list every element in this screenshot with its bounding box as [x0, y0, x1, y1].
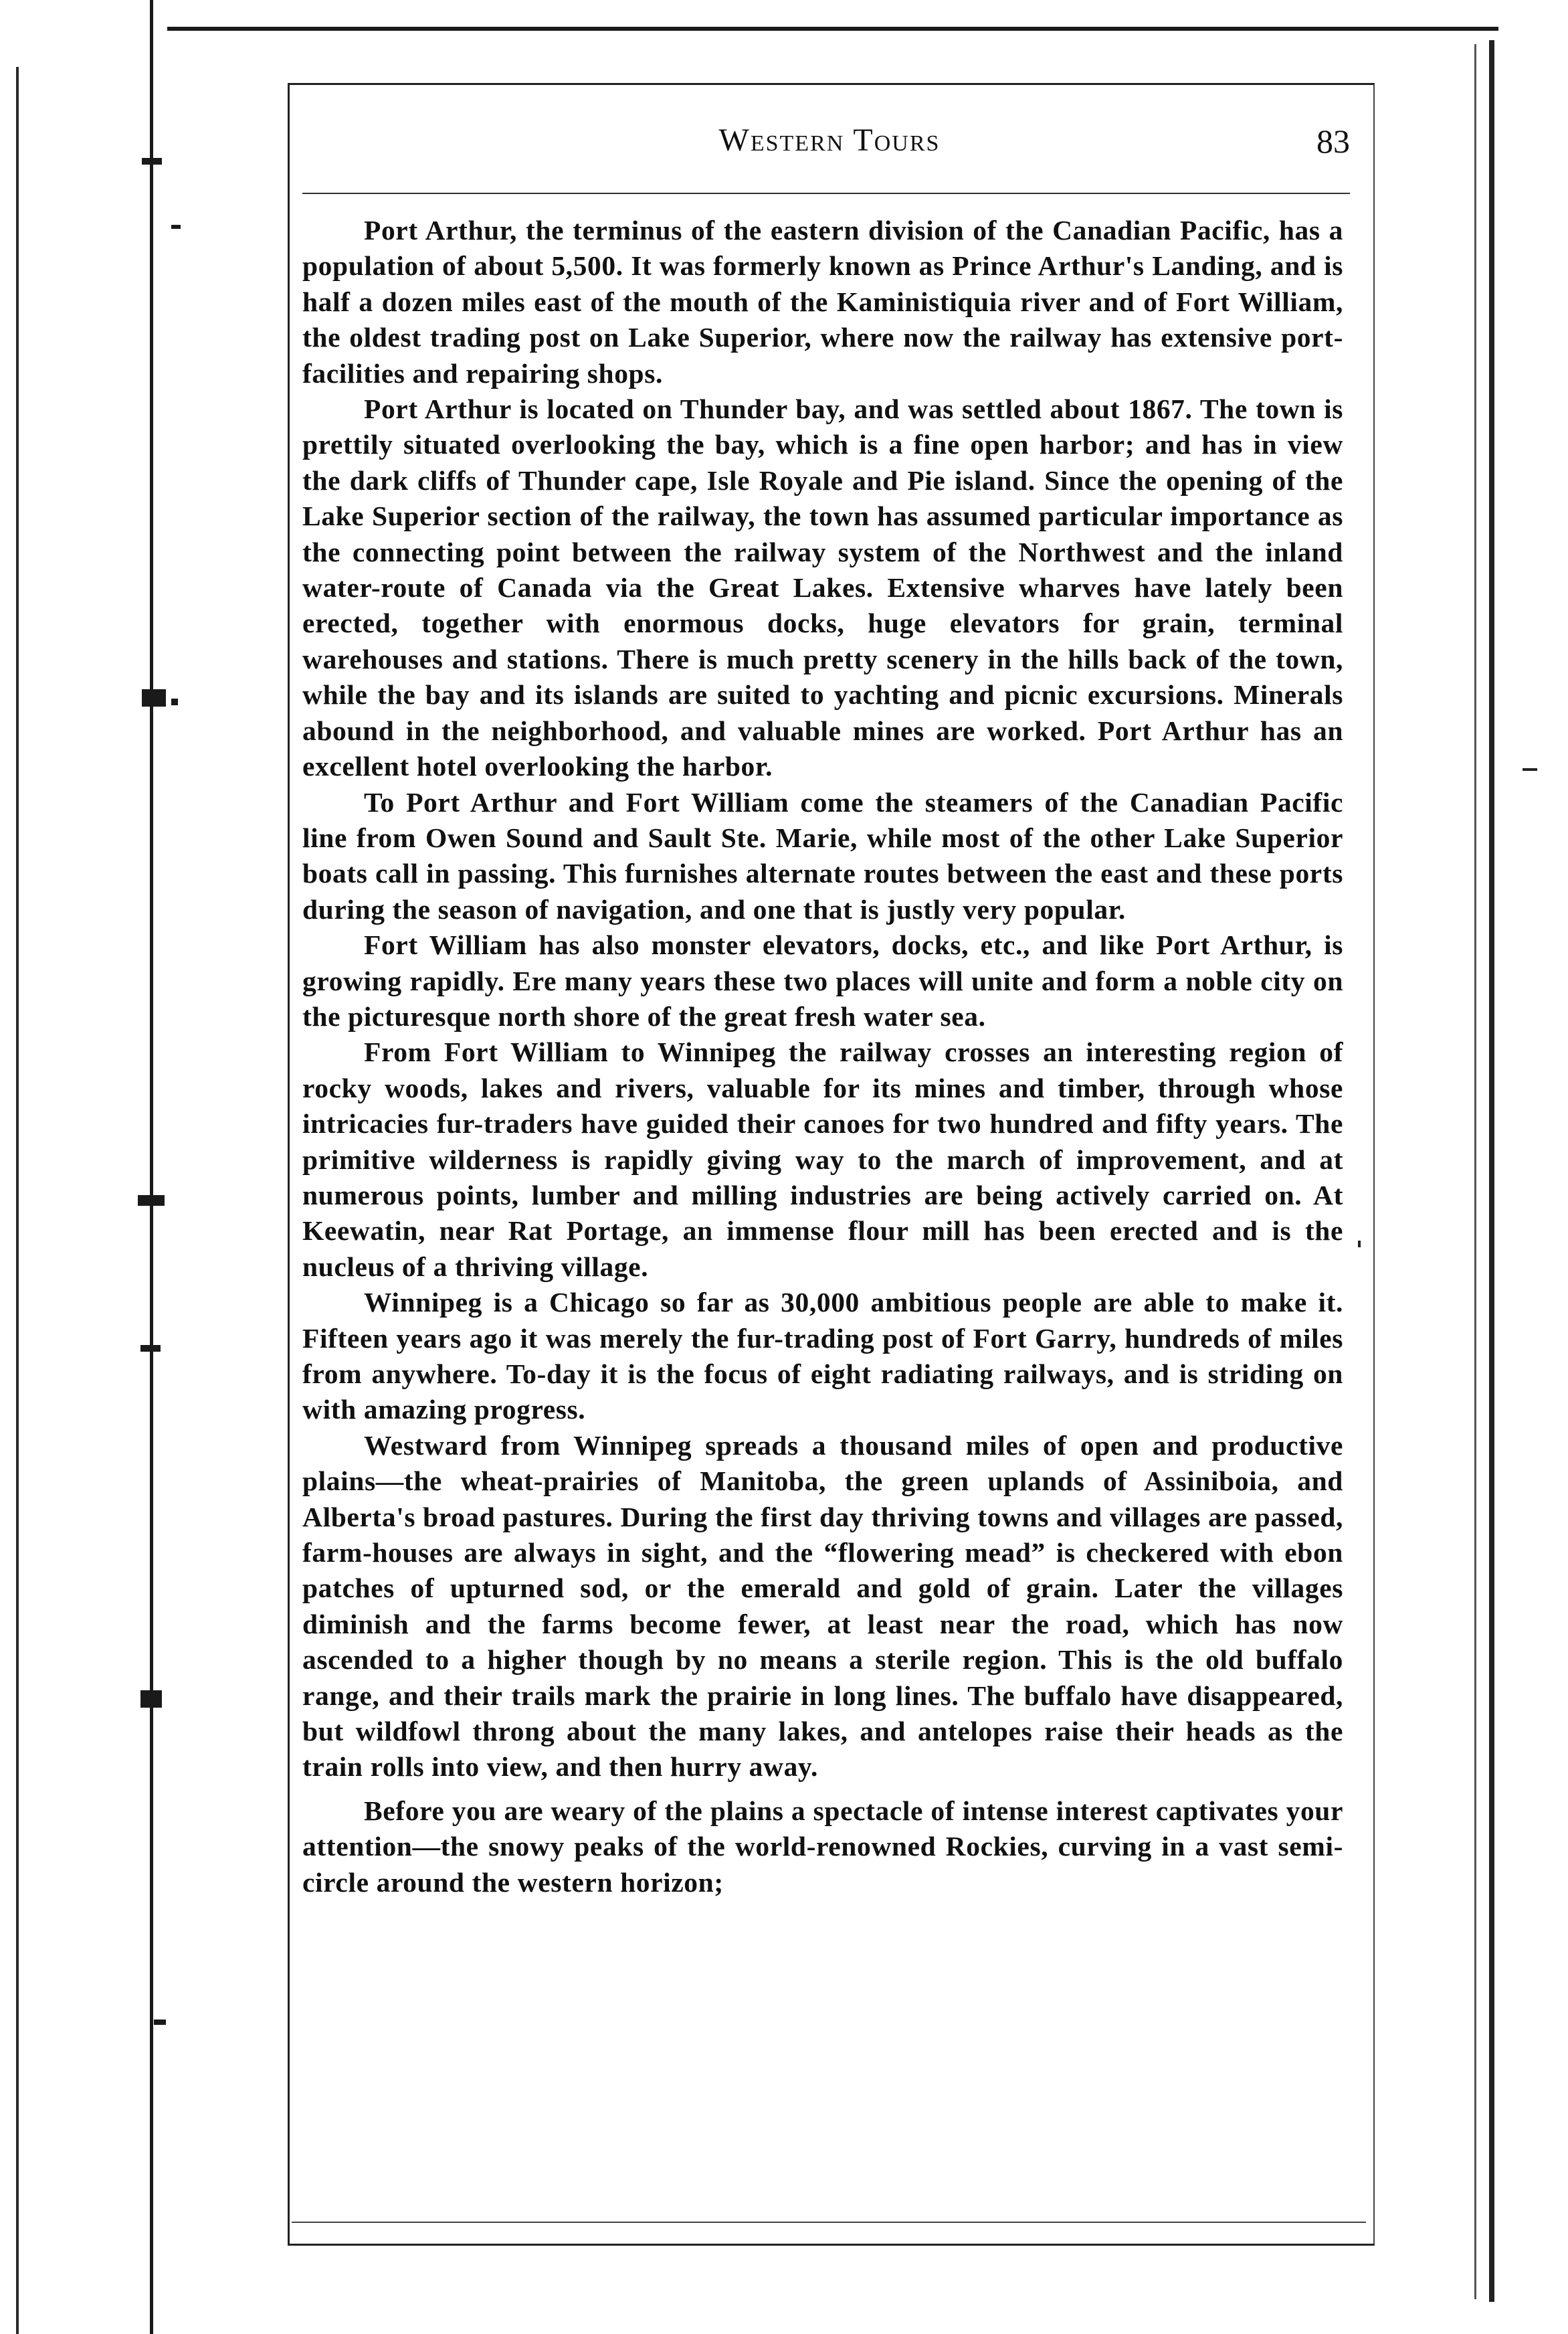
paragraph-westward: Westward from Winnipeg spreads a thousand miles of open and productive plains—the wheat-prairies of Manitoba, the green uplands of Assiniboia, and Alberta's broad pastures. During the first day thriving towns and villages are passed, farm-houses are always in sight, and the “flowering mead” is checkered with ebon patches of upturned sod, or the emerald and gold of grain. Later the villages diminish and the farms become fewer, at least near the road, which has now ascended to a higher though by no means a sterile region. This is the old buffalo range, and their trails mark the prairie in long lines. The buffalo have disappeared, but wildfowl throng about the many lakes, and antelopes raise their heads as the train rolls into view, and then hurry away. — [302, 1429, 1343, 1783]
binding-mark — [171, 225, 181, 229]
binding-rule — [150, 0, 153, 2334]
binding-mark — [140, 1690, 162, 1708]
paragraph-fort-william: Fort William has also monster elevators, docks, etc., and like Port Arthur, is growing rapidly. Ere many years these two places will unite and form a noble city on the picturesque north shore of the great fresh water sea. — [302, 929, 1343, 1032]
running-title: Western Tours — [718, 122, 941, 158]
binding-mark — [142, 689, 166, 707]
left-margin-rule — [16, 67, 19, 2334]
binding-mark — [138, 1195, 165, 1206]
header-rule — [302, 193, 1350, 194]
body-text — [302, 213, 1343, 1900]
paragraph-steamers: To Port Arthur and Fort William come the steamers of the Canadian Pacific line from Owen Sound and Sault Ste. Marie, while most of the other Lake Superior boats call in passing. This furnishes alternate routes between the east and these ports during the season of navigation, and one that is justly very popular. — [302, 786, 1343, 925]
page-top-edge — [167, 27, 1498, 31]
binding-mark — [154, 2019, 166, 2025]
binding-mark — [171, 699, 178, 705]
page-right-edge — [1489, 40, 1494, 2302]
paragraph-thunder-bay: Port Arthur is located on Thunder bay, and was settled about 1867. The town is prettily situated overlooking the bay, which is a fine open harbor; and has in view the dark cliffs of Thunder cape, Isle Royale and Pie island. Since the opening of the Lake Superior section of the railway, the town has assumed particular importance as the connecting point between the railway system of the Northwest and the inland water-route of Canada via the Great Lakes. Extensive wharves have lately been erected, together with enormous docks, huge elevators for grain, terminal warehouses and stations. There is much pretty scenery in the hills back of the town, while the bay and its islands are suited to yachting and picnic excursions. Minerals abound in the neighborhood, and valuable mines are worked. Port Arthur has an excellent hotel overlooking the harbor. — [302, 393, 1343, 782]
paragraph-rockies: Before you are weary of the plains a spectacle of intense interest captivates your attention—the snowy peaks of the world-renowned Rockies, curving in a vast semi-circle around the western horizon; — [302, 1795, 1343, 1898]
page-number: 83 — [1316, 122, 1350, 160]
paragraph-to-winnipeg: From Fort William to Winnipeg the railway crosses an interesting region of rocky woods, lakes and rivers, valuable for its mines and timber, through whose intricacies fur-traders have guided their canoes for two hundred and fifty years. The primitive wilderness is rapidly giving way to the march of improvement, and at numerous points, lumber and milling industries are being actively carried on. At Keewatin, near Rat Portage, an immense flour mill has been erected and is the nucleus of a thriving village. — [302, 1037, 1343, 1282]
footer-rule — [292, 2222, 1366, 2223]
running-head — [294, 122, 1365, 169]
binding-mark — [140, 1345, 161, 1352]
scan-speck — [1523, 768, 1537, 771]
binding-mark — [142, 158, 162, 165]
paragraph-winnipeg: Winnipeg is a Chicago so far as 30,000 ambitious people are able to make it. Fifteen years ago it was merely the fur-trading post of Fort Garry, hundreds of miles from anywhere. To-day it is the focus of eight radiating railways, and is striding on with amazing progress. — [302, 1287, 1343, 1425]
paragraph-port-arthur-intro: Port Arthur, the terminus of the eastern division of the Canadian Pacific, has a population of about 5,500. It was formerly known as Prince Arthur's Landing, and is half a dozen miles east of the mouth of the Kaministiquia river and of Fort William, the oldest trading post on Lake Superior, where now the railway has extensive port-facilities and repairing shops. — [302, 215, 1343, 389]
page-right-edge-inner — [1474, 44, 1476, 2299]
